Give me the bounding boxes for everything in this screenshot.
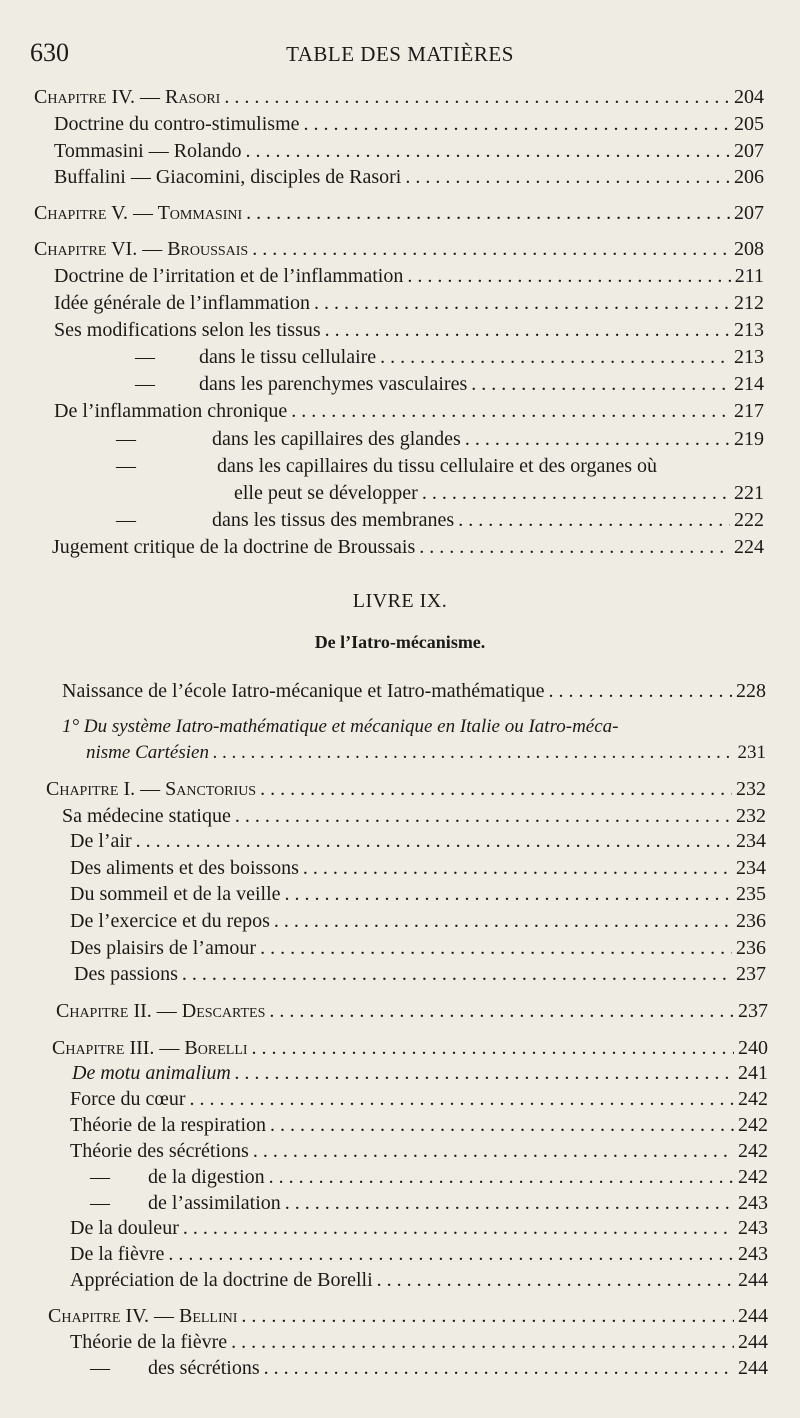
toc-entry bbox=[70, 1269, 768, 1292]
page-header bbox=[30, 38, 770, 74]
dot-leader bbox=[235, 805, 732, 828]
page-ref: 240 bbox=[738, 1037, 768, 1059]
toc-entry bbox=[54, 113, 764, 136]
page-ref: 212 bbox=[734, 292, 764, 314]
dot-leader bbox=[213, 742, 734, 764]
page-ref: 213 bbox=[734, 346, 764, 368]
toc-entry bbox=[116, 455, 657, 478]
toc-entry-title: Buffalini — Giacomini, disciples de Rasori bbox=[54, 166, 402, 188]
dot-leader bbox=[260, 937, 732, 960]
page-ref: 207 bbox=[734, 140, 764, 162]
page-ref: 237 bbox=[736, 963, 766, 985]
toc-entry bbox=[72, 1062, 768, 1085]
page-ref: 232 bbox=[736, 778, 766, 800]
toc-entry-title: de l’assimilation bbox=[148, 1192, 281, 1214]
toc-entry-title: Force du cœur bbox=[70, 1088, 186, 1110]
dot-leader bbox=[246, 202, 730, 225]
page-ref: 213 bbox=[734, 319, 764, 341]
toc-entry bbox=[54, 140, 764, 163]
toc-entry-title: Du sommeil et de la veille bbox=[70, 883, 281, 905]
toc-entry-title: nisme Cartésien bbox=[86, 742, 209, 763]
toc-entry-title: Tommasini — Rolando bbox=[54, 140, 242, 162]
page-ref: 243 bbox=[738, 1217, 768, 1239]
toc-entry-title: Des passions bbox=[74, 963, 178, 985]
dot-leader bbox=[325, 319, 730, 342]
dot-leader bbox=[231, 1331, 734, 1354]
dot-leader bbox=[314, 292, 730, 315]
toc-entry bbox=[62, 680, 766, 703]
page-ref: 243 bbox=[738, 1192, 768, 1214]
page-ref: 214 bbox=[734, 373, 764, 395]
page-ref: 232 bbox=[736, 805, 766, 827]
toc-entry-title: dans les parenchymes vasculaires bbox=[199, 373, 468, 395]
dot-leader bbox=[241, 1305, 734, 1328]
toc-entry-title: elle peut se développer bbox=[234, 482, 418, 504]
toc-entry bbox=[70, 830, 766, 853]
toc-entry-title: Chapitre II. — Descartes bbox=[56, 1000, 266, 1022]
page-ref: 204 bbox=[734, 86, 764, 108]
dot-leader bbox=[274, 910, 732, 933]
toc-entry bbox=[52, 536, 764, 559]
page-ref: 235 bbox=[736, 883, 766, 905]
toc-entry bbox=[62, 805, 766, 828]
toc-entry-chapitre-iv-rasori bbox=[34, 86, 764, 109]
toc-entry bbox=[70, 1243, 768, 1266]
toc-entry bbox=[90, 1192, 768, 1215]
running-title: TABLE DES MATIÈRES bbox=[286, 42, 514, 66]
toc-entry-title: De l’air bbox=[70, 830, 132, 852]
toc-entry-title: Chapitre III. — Borelli bbox=[52, 1037, 248, 1059]
dot-leader bbox=[252, 1037, 734, 1060]
dot-leader bbox=[183, 1217, 734, 1240]
toc-entry-title: Théorie des sécrétions bbox=[70, 1140, 249, 1162]
dot-leader bbox=[405, 166, 730, 189]
dot-leader bbox=[380, 346, 730, 369]
toc-entry-chapitre-v bbox=[34, 202, 764, 225]
toc-entry bbox=[70, 1114, 768, 1137]
dot-leader bbox=[245, 140, 730, 163]
page-ref: 207 bbox=[734, 202, 764, 224]
toc-entry bbox=[70, 1217, 768, 1240]
dot-leader bbox=[465, 428, 730, 451]
toc-entry bbox=[90, 1166, 768, 1189]
toc-entry-chapitre-ii bbox=[56, 1000, 768, 1023]
dot-leader bbox=[422, 482, 730, 505]
page-ref: 244 bbox=[738, 1269, 768, 1291]
dot-leader bbox=[252, 238, 730, 261]
toc-entry bbox=[135, 373, 764, 396]
toc-entry-title: Idée générale de l’inflammation bbox=[54, 292, 310, 314]
livre-subtitle: De l’Iatro-mécanisme. bbox=[314, 632, 486, 652]
toc-entry-title: dans le tissu cellulaire bbox=[199, 346, 377, 368]
page-ref: 244 bbox=[738, 1305, 768, 1327]
page-ref: 219 bbox=[734, 428, 764, 450]
toc-entry bbox=[74, 963, 766, 986]
page-ref: 242 bbox=[738, 1114, 768, 1136]
ditto-dash: — bbox=[90, 1166, 110, 1188]
toc-entry bbox=[135, 346, 764, 369]
dot-leader bbox=[168, 1243, 734, 1266]
toc-entry bbox=[70, 1331, 768, 1354]
toc-entry bbox=[54, 319, 764, 342]
toc-entry-title: dans les capillaires des glandes bbox=[212, 428, 461, 450]
toc-entry bbox=[70, 883, 766, 906]
toc-entry bbox=[90, 1357, 768, 1380]
dot-leader bbox=[136, 830, 732, 853]
dot-leader bbox=[419, 536, 730, 559]
toc-entry-title: De l’exercice et du repos bbox=[70, 910, 270, 932]
ditto-dash: — bbox=[116, 428, 136, 450]
dot-leader bbox=[458, 509, 730, 532]
dot-leader bbox=[269, 1166, 734, 1189]
toc-entry bbox=[70, 937, 766, 960]
toc-entry-title: Sa médecine statique bbox=[62, 805, 231, 827]
toc-entry-title: Appréciation de la doctrine de Borelli bbox=[70, 1269, 373, 1291]
dot-leader bbox=[182, 963, 732, 986]
dot-leader bbox=[190, 1088, 734, 1111]
dot-leader bbox=[269, 1000, 734, 1023]
toc-entry-chapitre-iv-bellini bbox=[48, 1305, 768, 1328]
toc-entry-title: De l’inflammation chronique bbox=[54, 400, 288, 422]
toc-entry bbox=[116, 428, 764, 451]
page-ref: 208 bbox=[734, 238, 764, 260]
dot-leader bbox=[235, 1062, 734, 1085]
section-heading-line: 1° Du système Iatro-mathématique et mécanique en Italie ou Iatro-méca- bbox=[62, 716, 619, 737]
ditto-dash: — bbox=[135, 346, 155, 368]
toc-entry-title: Chapitre V. — Tommasini bbox=[34, 202, 243, 224]
toc-entry bbox=[54, 292, 764, 315]
dot-leader bbox=[377, 1269, 734, 1292]
toc-entry bbox=[54, 265, 764, 288]
page-ref: 236 bbox=[736, 937, 766, 959]
ditto-dash: — bbox=[116, 509, 136, 531]
toc-entry-title: De motu animalium bbox=[72, 1062, 231, 1084]
page-ref: 242 bbox=[738, 1166, 768, 1188]
page-ref: 244 bbox=[738, 1331, 768, 1353]
dot-leader bbox=[303, 857, 732, 880]
toc-entry bbox=[70, 910, 766, 933]
toc-entry-title: De la fièvre bbox=[70, 1243, 165, 1265]
page-ref: 206 bbox=[734, 166, 764, 188]
toc-entry bbox=[54, 400, 764, 423]
ditto-dash: — bbox=[90, 1192, 110, 1214]
page-ref: 242 bbox=[738, 1088, 768, 1110]
dot-leader bbox=[285, 883, 733, 906]
toc-entry-title: Jugement critique de la doctrine de Broussais bbox=[52, 536, 416, 558]
toc-entry-title: Chapitre VI. — Broussais bbox=[34, 238, 249, 260]
page-ref: 234 bbox=[736, 830, 766, 852]
toc-entry-title: Chapitre IV. — Rasori bbox=[34, 86, 221, 108]
page-ref: 244 bbox=[738, 1357, 768, 1379]
toc-entry-chapitre-vi bbox=[34, 238, 764, 261]
toc-entry-chapitre-i bbox=[46, 778, 766, 801]
toc-entry-title: Doctrine du contro-stimulisme bbox=[54, 113, 300, 135]
toc-entry bbox=[70, 1088, 768, 1111]
toc-entry-continuation bbox=[234, 482, 764, 505]
page-ref: 234 bbox=[736, 857, 766, 879]
toc-entry-continuation bbox=[86, 742, 766, 764]
dot-leader bbox=[253, 1140, 734, 1163]
toc-entry-chapitre-iii bbox=[52, 1037, 768, 1060]
page-ref: 222 bbox=[734, 509, 764, 531]
page-ref: 205 bbox=[734, 113, 764, 135]
toc-entry bbox=[70, 1140, 768, 1163]
dot-leader bbox=[285, 1192, 734, 1215]
toc-entry-title: dans les capillaires du tissu cellulaire et des organes où bbox=[217, 455, 658, 477]
toc-entry-title: Naissance de l’école Iatro-mécanique et Iatro-mathématique bbox=[62, 680, 545, 702]
page-ref: 243 bbox=[738, 1243, 768, 1265]
toc-entry bbox=[54, 166, 764, 189]
dot-leader bbox=[264, 1357, 734, 1380]
dot-leader bbox=[471, 373, 730, 396]
dot-leader bbox=[549, 680, 732, 703]
livre-heading: LIVRE IX. bbox=[352, 590, 448, 612]
page-ref: 236 bbox=[736, 910, 766, 932]
toc-entry-title: Chapitre I. — Sanctorius bbox=[46, 778, 257, 800]
toc-entry-title: de la digestion bbox=[148, 1166, 265, 1188]
dot-leader bbox=[224, 86, 730, 109]
page-ref: 231 bbox=[737, 742, 766, 763]
toc-entry bbox=[70, 857, 766, 880]
toc-entry-title: Doctrine de l’irritation et de l’inflammation bbox=[54, 265, 404, 287]
toc-entry-title: Théorie de la fièvre bbox=[70, 1331, 228, 1353]
page-ref: 228 bbox=[736, 680, 766, 702]
page-ref: 241 bbox=[738, 1062, 768, 1084]
page-ref: 217 bbox=[734, 400, 764, 422]
toc-entry-title: Théorie de la respiration bbox=[70, 1114, 267, 1136]
toc-entry-title: Chapitre IV. — Bellini bbox=[48, 1305, 238, 1327]
dot-leader bbox=[291, 400, 730, 423]
dot-leader bbox=[407, 265, 730, 288]
toc-entry-title: Des plaisirs de l’amour bbox=[70, 937, 257, 959]
page-number: 630 bbox=[30, 38, 69, 67]
dot-leader bbox=[304, 113, 730, 136]
toc-entry-title: Des aliments et des boissons bbox=[70, 857, 299, 879]
page-ref: 237 bbox=[738, 1000, 768, 1022]
toc-entry-title: Ses modifications selon les tissus bbox=[54, 319, 321, 341]
page-ref: 224 bbox=[734, 536, 764, 558]
toc-entry-title: des sécrétions bbox=[148, 1357, 260, 1379]
dot-leader bbox=[260, 778, 732, 801]
page-ref: 211 bbox=[734, 265, 764, 287]
ditto-dash: — bbox=[135, 373, 155, 395]
toc-entry-title: De la douleur bbox=[70, 1217, 179, 1239]
toc-entry-title: dans les tissus des membranes bbox=[212, 509, 455, 531]
page-ref: 242 bbox=[738, 1140, 768, 1162]
page-ref: 221 bbox=[734, 482, 764, 504]
ditto-dash: — bbox=[116, 455, 136, 477]
ditto-dash: — bbox=[90, 1357, 110, 1379]
dot-leader bbox=[270, 1114, 734, 1137]
toc-entry bbox=[116, 509, 764, 532]
